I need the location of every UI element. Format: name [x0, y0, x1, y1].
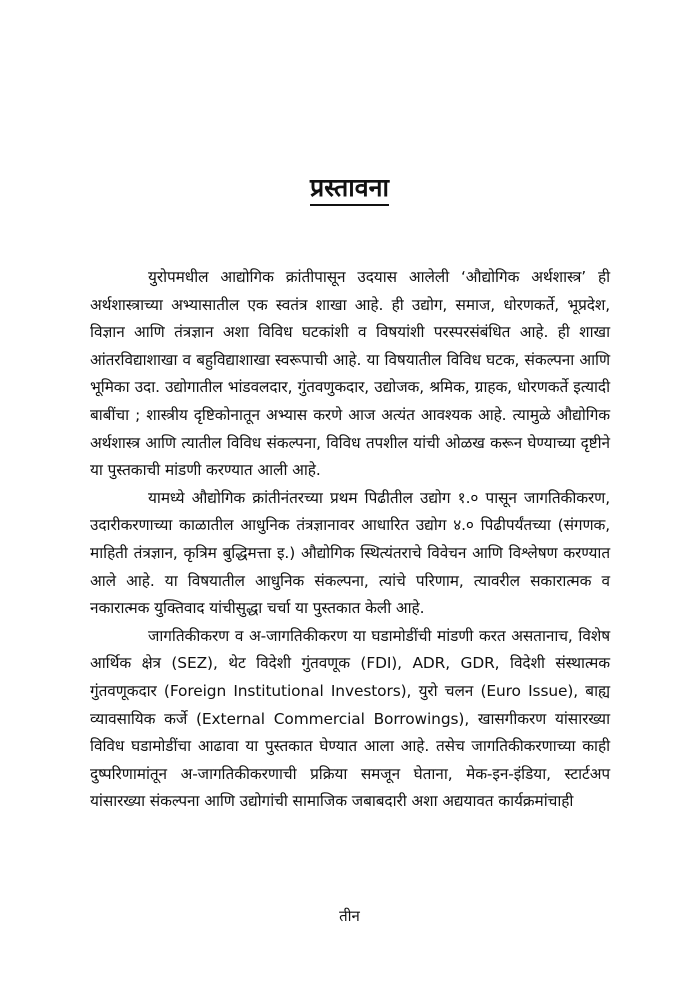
paragraph-2: यामध्ये औद्योगिक क्रांतीनंतरच्या प्रथम पिढीतील उद्योग १.० पासून जागतिकीकरण, उदारीकरणाच्या काळातील आधुनिक तंत्रज्ञानावर आधारित उद्योग ४.० पिढीपर्यंतच्या (संगणक, माहिती तंत्रज्ञान, कृत्रिम बुद्धिमत्ता इ.) औद्योगिक स्थित्यंतराचे विवेचन आणि विश्लेषण करण्यात आले आहे. या विषयातील आधुनिक संकल्पना, त्यांचे परिणाम, त्यावरील सकारात्मक व नकारात्मक युक्तिवाद यांचीसुद्धा चर्चा या पुस्तकात केली आहे.: [90, 488, 610, 618]
page-number: तीन: [339, 907, 360, 925]
paragraph-3: जागतिकीकरण व अ-जागतिकीकरण या घडामोडींची मांडणी करत असतानाच, विशेष आर्थिक क्षेत्र (SEZ), थेट विदेशी गुंतवणूक (FDI), ADR, GDR, विदेशी संस्थात्मक गुंतवणूकदार (Foreign Institutional Investors), युरो चलन (Euro Issue), बाह्य व्यावसायिक कर्जे (External Commercial Borrowings), खासगीकरण यांसारख्या विविध घडामोडींचा आढावा या पुस्तकात घेण्यात आला आहे. तसेच जागतिकीकरणाच्या काही दुष्परिणामांतून अ-जागतिकीकरणाची प्रक्रिया समजून घेताना, मेक-इन-इंडिया, स्टार्टअप यांसारख्या संकल्पना आणि उद्योगांची सामाजिक जबाबदारी अशा अद्ययावत कार्यक्रमांचाही: [90, 626, 610, 811]
preface-body: [90, 264, 610, 816]
paragraph-1: युरोपमधील आद्योगिक क्रांतीपासून उदयास आलेली ‘औद्योगिक अर्थशास्त्र’ ही अर्थशास्त्राच्या अभ्यासातील एक स्वतंत्र शाखा आहे. ही उद्योग, समाज, धोरणकर्ते, भूप्रदेश, विज्ञान आणि तंत्रज्ञान अशा विविध घटकांशी व विषयांशी परस्परसंबंधित आहे. ही शाखा आंतरविद्याशाखा व बहुविद्याशाखा स्वरूपाची आहे. या विषयातील विविध घटक, संकल्पना आणि भूमिका उदा. उद्योगातील भांडवलदार, गुंतवणुकदार, उद्योजक, श्रमिक, ग्राहक, धोरणकर्ते इत्यादी बाबींचा ; शास्त्रीय दृष्टिकोनातून अभ्यास करणे आज अत्यंत आवश्यक आहे. त्यामुळे औद्योगिक अर्थशास्त्र आणि त्यातील विविध संकल्पना, विविध तपशील यांची ओळख करून घेण्याच्या दृष्टीने या पुस्तकाची मांडणी करण्यात आली आहे.: [90, 268, 610, 480]
page-title-text: प्रस्तावना: [310, 173, 389, 206]
page-title: [0, 166, 699, 205]
